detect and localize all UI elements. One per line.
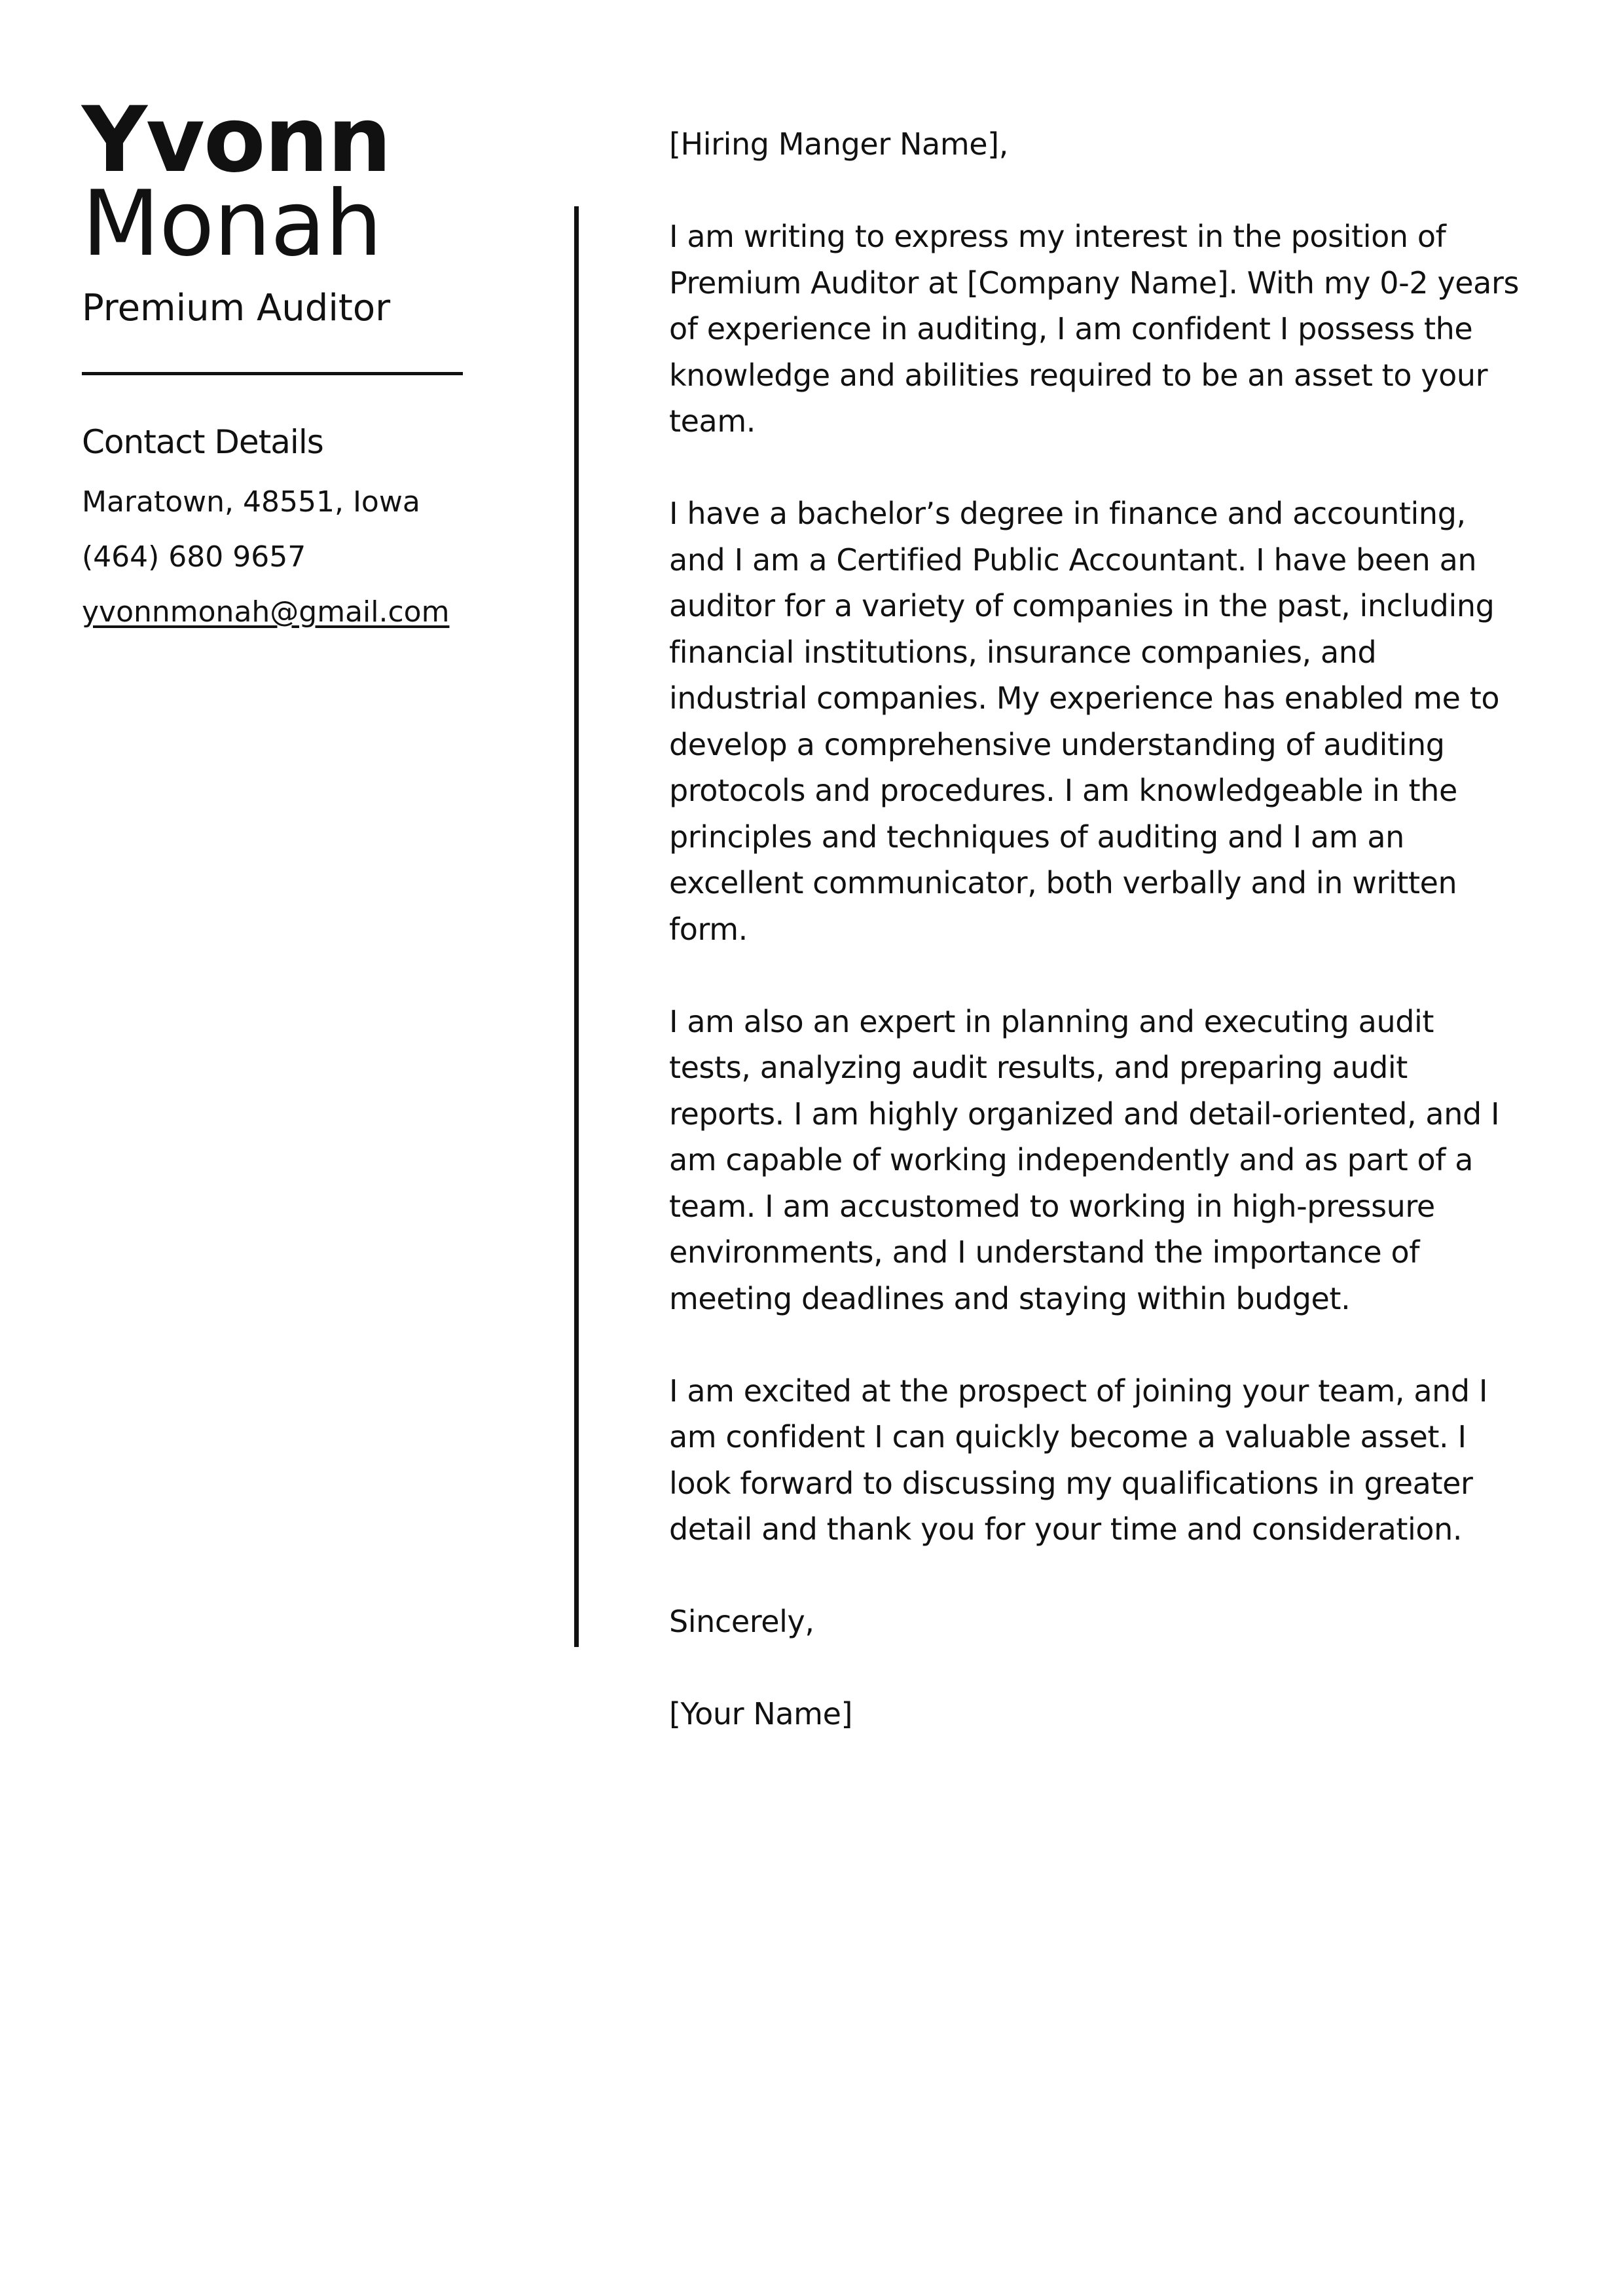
letter-paragraph: I have a bachelor’s degree in finance and accounting, and I am a Certified Public Accountant. I have been an auditor for a variety of companies in the past, including financial institutions, insurance companies, and industrial companies. My experience has enabled me to develop a comprehensive understanding of auditing protocols and procedures. I am knowledgeable in the principles and techniques of auditing and I am an excellent communicator, both verbally and in written form. — [669, 496, 1500, 947]
contact-email-link[interactable]: yvonnmonah@gmail.com — [82, 595, 450, 629]
contact-phone: (464) 680 9657 — [82, 540, 306, 574]
sidebar — [82, 87, 475, 632]
letter-closing: Sincerely, — [669, 1604, 814, 1639]
last-name: Monah — [82, 171, 382, 276]
vertical-divider — [574, 206, 579, 1647]
contact-heading: Contact Details — [82, 423, 323, 461]
letter-paragraph: I am excited at the prospect of joining your team, and I am confident I can quickly become a valuable asset. I look forward to discussing my qualifications in greater detail and thank you for your time and consideration. — [669, 1373, 1488, 1547]
contact-address: Maratown, 48551, Iowa — [82, 485, 420, 519]
job-title: Premium Auditor — [82, 287, 391, 329]
letter-paragraph: I am writing to express my interest in the position of Premium Auditor at [Company Name]. With my 0-2 years of experience in auditing, I am confident I possess the knowledge and abilities required to be an asset to your team. — [669, 219, 1520, 439]
letter-paragraph: I am also an expert in planning and executing audit tests, analyzing audit results, and preparing audit reports. I am highly organized and detail-oriented, and I am capable of working independently and as part of a team. I am accustomed to working in high-pressure environments, and I understand the importance of meeting deadlines and staying within budget. — [669, 1003, 1500, 1316]
first-name: Yvonn — [82, 87, 391, 193]
letter-signature: [Your Name] — [669, 1696, 853, 1731]
letter-salutation: [Hiring Manger Name], — [669, 126, 1008, 162]
title-divider — [82, 372, 463, 375]
letter-body — [669, 121, 1520, 1783]
